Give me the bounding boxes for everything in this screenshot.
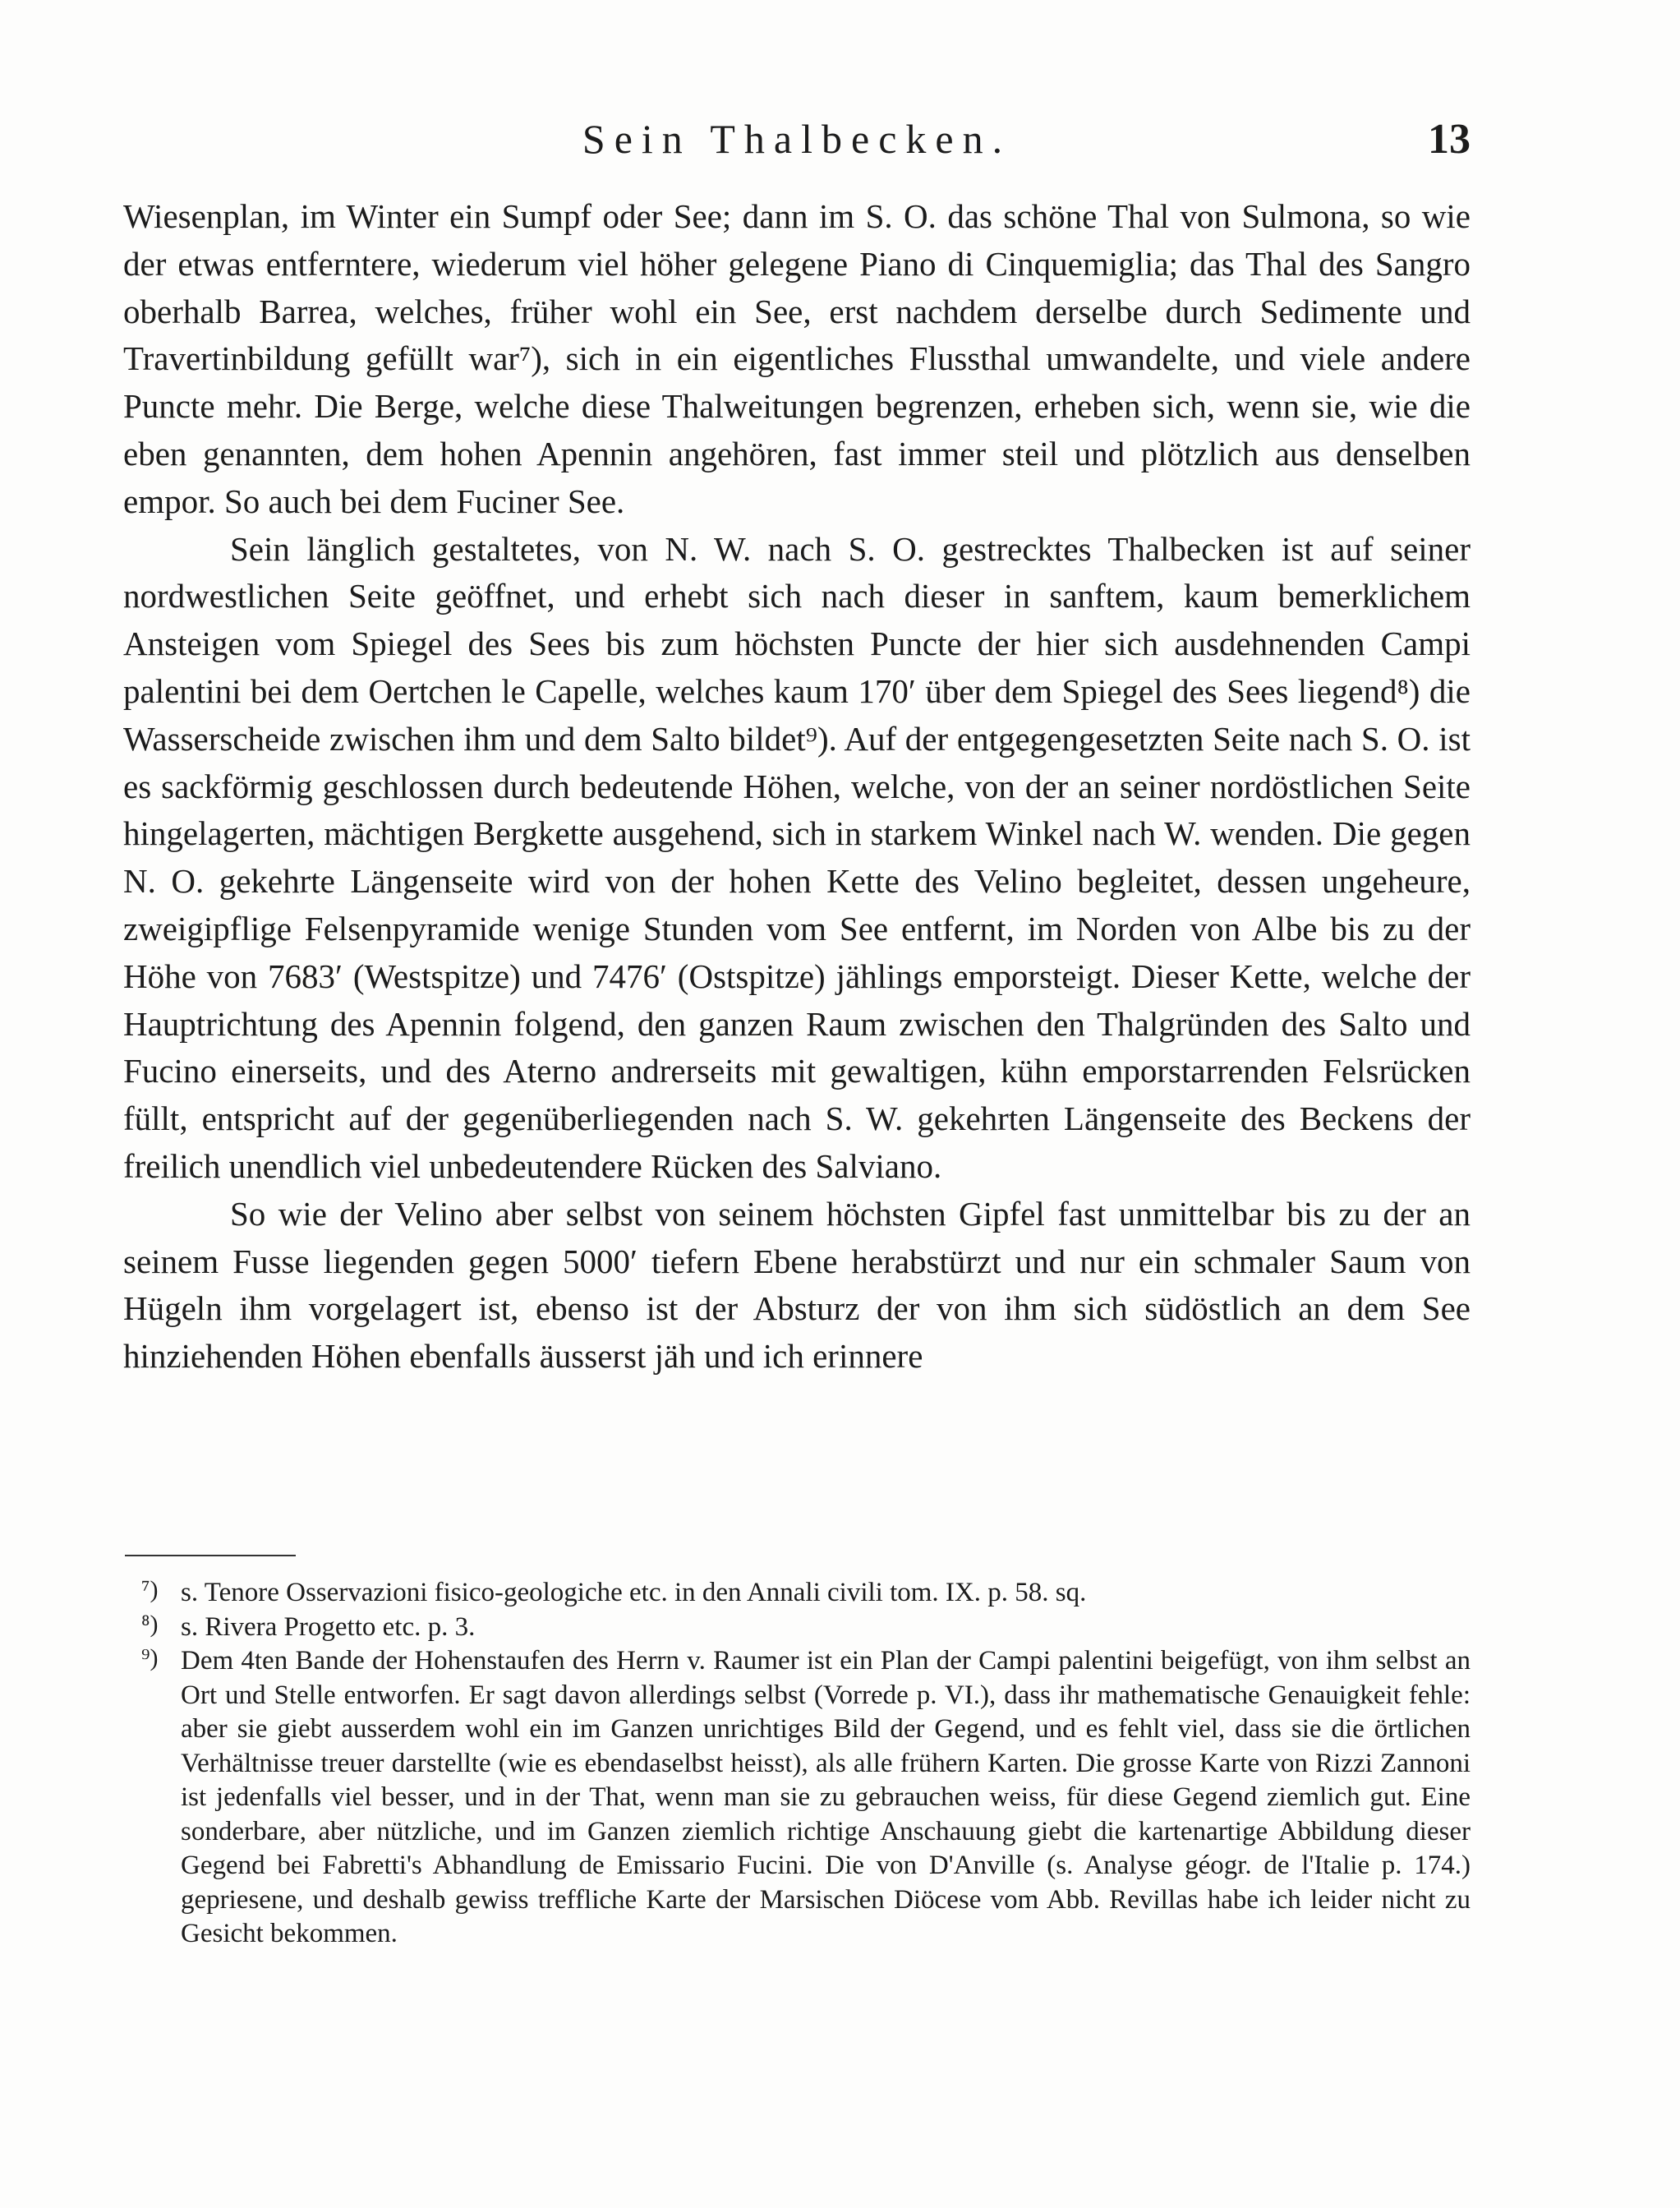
footnote-text: s. Tenore Osservazioni fisico-geologiche etc. in den Annali civili tom. IX. p. 58. sq.	[181, 1578, 1087, 1607]
footnote-9	[123, 1644, 1471, 1952]
main-text	[123, 193, 1471, 1381]
running-title: Sein Thalbecken.	[582, 116, 1012, 162]
paragraph-3: So wie der Velino aber selbst von seinem höchsten Gipfel fast unmittelbar bis zu der an seinem Fusse liegenden gegen 5000′ tiefern Ebene herabstürzt und nur ein schmaler Saum von Hügeln ihm vorgelagert ist, ebenso ist der Absturz der von ihm sich südöstlich an dem See hinziehenden Höhen ebenfalls äusserst jäh und ich erinnere	[123, 1194, 1471, 1376]
footnote-text: Dem 4ten Bande der Hohenstaufen des Herrn v. Raumer ist ein Plan der Campi palentini beigefügt, von ihm selbst an Ort und Stelle entworfen. Er sagt davon allerdings selbst (Vorrede p. VI.), dass ihr mathematische Genauigkeit fehle: aber sie giebt ausserdem wohl ein im Ganzen unrichtiges Bild der Gegend, und es fehlt viel, dass sie die örtlichen Verhältnisse treuer darstellte (wie es ebendaselbst heisst), als alle frühern Karten. Die grosse Karte von Rizzi Zannoni ist jedenfalls viel besser, und in der That, wenn man sie zu gebrauchen weiss, für diese Gegend ziemlich gut. Eine sonderbare, aber nützliche, und im Ganzen ziemlich richtige Anschauung giebt die kartenartige Abbildung dieser Gegend bei Fabretti's Abhandlung de Emissario Fucini. Die von D'Anville (s. Analyse géogr. de l'Italie p. 174.) gepriesene, und deshalb gewiss treffliche Karte der Marsischen Diöcese vom Abb. Revillas habe ich leider nicht zu Gesicht bekommen.	[181, 1646, 1471, 1948]
footnote-mark: ⁸)	[141, 1610, 159, 1638]
footnote-separator	[125, 1555, 296, 1556]
footnote-text: s. Rivera Progetto etc. p. 3.	[181, 1611, 476, 1642]
footnote-mark: ⁷)	[141, 1576, 159, 1603]
paragraph-2: Sein länglich gestaltetes, von N. W. nach S. O. gestrecktes Thalbecken ist auf seiner nordwestlichen Seite geöffnet, und erhebt sich nach dieser in sanftem, kaum bemerklichem Ansteigen vom Spiegel des Sees bis zum höchsten Puncte der hier sich ausdehnenden Campi palentini bei dem Oertchen le Capelle, welches kaum 170′ über dem Spiegel des Sees liegend⁸) die Wasserscheide zwischen ihm und dem Salto bildet⁹). Auf der entgegengesetzten Seite nach S. O. ist es sackförmig geschlossen durch bedeutende Höhen, welche, von der an seiner nordöstlichen Seite hingelagerten, mächtigen Bergkette ausgehend, sich in starkem Winkel nach W. wenden. Die gegen N. O. gekehrte Längenseite wird von der hohen Kette des Velino begleitet, dessen ungeheure, zweigipflige Felsenpyramide wenige Stunden vom See entfernt, im Norden von Albe bis zu der Höhe von 7683′ (Westspitze) und 7476′ (Ostspitze) jählings emporsteigt. Dieser Kette, welche der Hauptrichtung des Apennin folgend, den ganzen Raum zwischen den Thalgründen des Salto und Fucino einerseits, und des Aterno andrerseits mit gewaltigen, kühn emporstarrenden Felsrücken füllt, entspricht auf der gegenüberliegenden nach S. W. gekehrten Längenseite des Beckens der freilich unendlich viel unbedeutendere Rücken des Salviano.	[123, 529, 1471, 1185]
page-number: 13	[1428, 116, 1471, 163]
footnote-8	[123, 1611, 1471, 1645]
footnote-7	[123, 1576, 1471, 1611]
footnote-mark: ⁹)	[141, 1644, 159, 1671]
paragraph-1: Wiesenplan, im Winter ein Sumpf oder See; dann im S. O. das schöne Thal von Sulmona, so wie der etwas entferntere, wiederum viel höher gelegene Piano di Cinquemiglia; das Thal des Sangro oberhalb Barrea, welches, früher wohl ein See, erst nachdem derselbe durch Sedimente und Travertinbildung gefüllt war⁷), sich in ein eigentliches Flussthal umwandelte, und viele andere Puncte mehr. Die Berge, welche diese Thalweitungen begrenzen, erheben sich, wenn sie, wie die eben genannten, dem hohen Apennin angehören, fast immer steil und plötzlich aus denselben empor. So auch bei dem Fuciner See.	[123, 197, 1471, 520]
footnotes	[123, 1576, 1471, 1952]
page-header	[123, 115, 1471, 181]
